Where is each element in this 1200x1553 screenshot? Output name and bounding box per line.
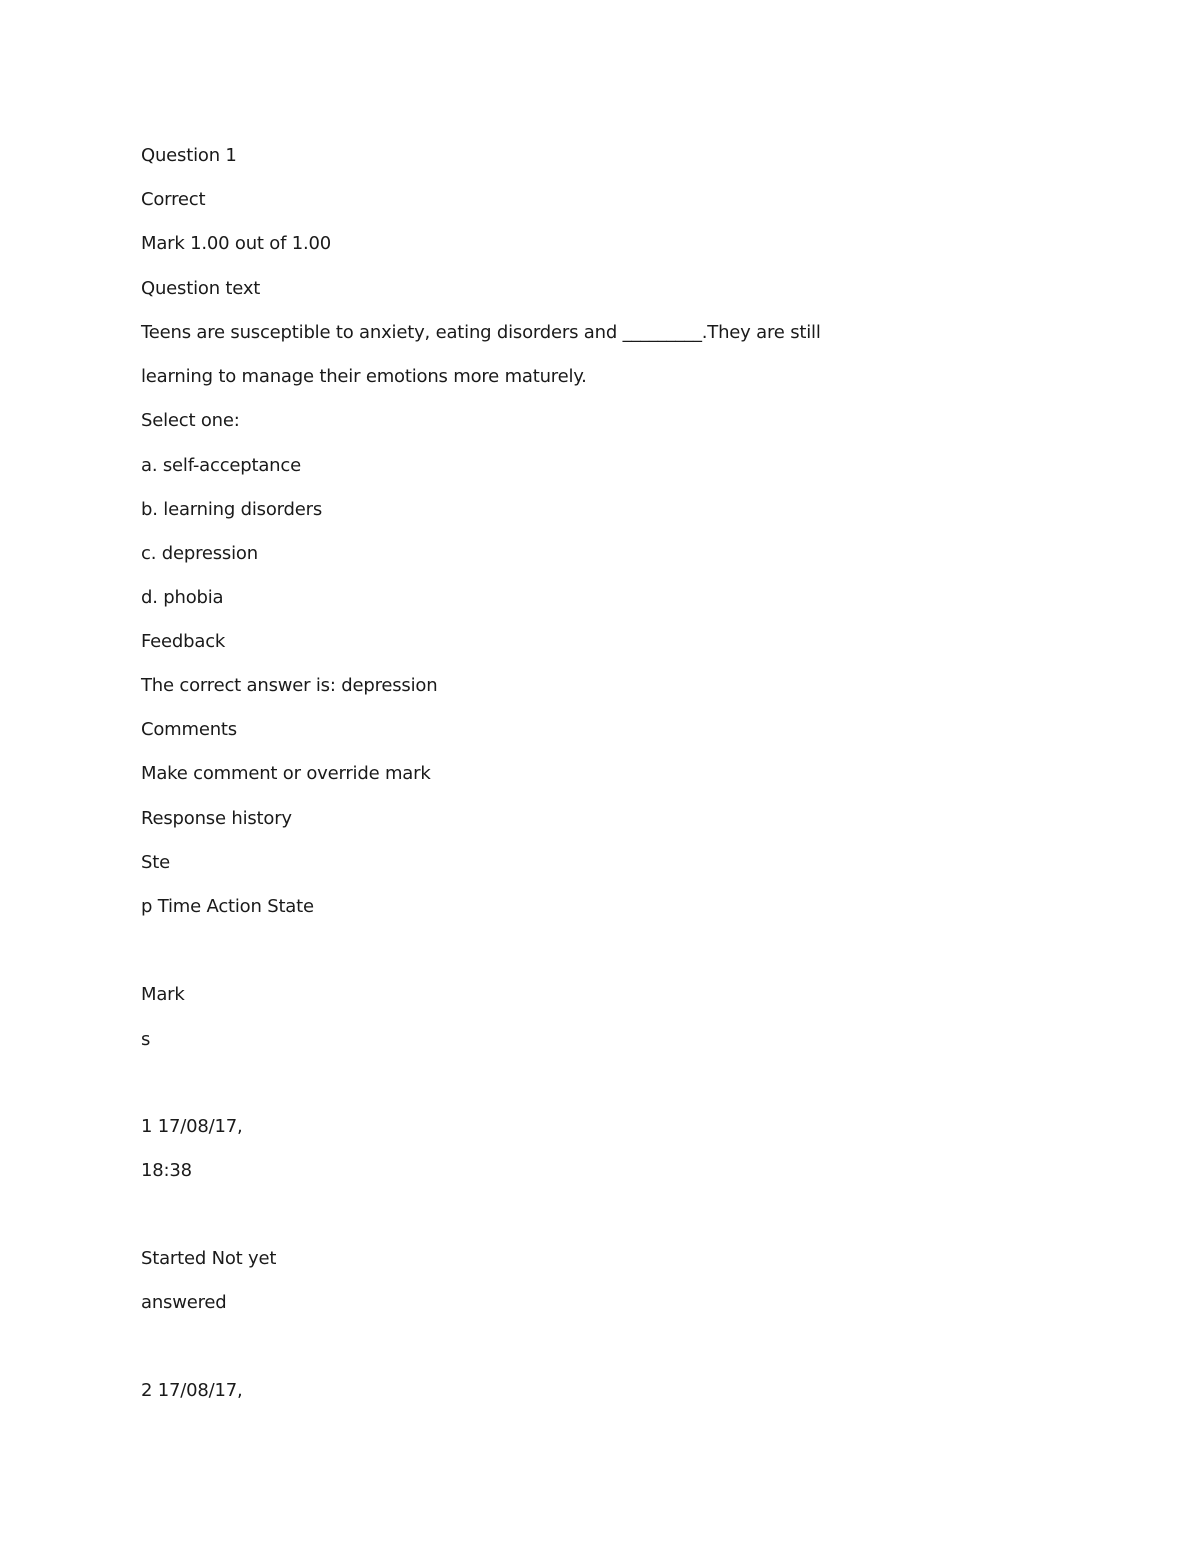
comments-label: Comments: [141, 719, 237, 740]
question-heading: Question 1: [141, 145, 237, 166]
history-header-line-1: Ste: [141, 852, 170, 873]
feedback-text: The correct answer is: depression: [141, 675, 438, 696]
make-comment-link[interactable]: Make comment or override mark: [141, 763, 431, 784]
option-d[interactable]: d. phobia: [141, 587, 224, 608]
history-row-1-step-date: 1 17/08/17,: [141, 1116, 243, 1137]
history-marks-line-1: Mark: [141, 984, 185, 1005]
feedback-label: Feedback: [141, 631, 226, 652]
response-history-label: Response history: [141, 808, 292, 829]
history-row-1-state-cont: answered: [141, 1292, 227, 1313]
question-text-line-1: Teens are susceptible to anxiety, eating disorders and _________.They are still: [141, 322, 821, 343]
question-mark: Mark 1.00 out of 1.00: [141, 233, 332, 254]
history-row-1-time: 18:38: [141, 1160, 192, 1181]
history-row-1-action-state: Started Not yet: [141, 1248, 277, 1269]
question-status: Correct: [141, 189, 206, 210]
history-row-2-step-date: 2 17/08/17,: [141, 1380, 243, 1401]
option-a[interactable]: a. self-acceptance: [141, 455, 301, 476]
select-one-prompt: Select one:: [141, 410, 240, 431]
history-marks-line-2: s: [141, 1029, 151, 1050]
option-c[interactable]: c. depression: [141, 543, 258, 564]
option-b[interactable]: b. learning disorders: [141, 499, 323, 520]
history-header-line-2: p Time Action State: [141, 896, 314, 917]
question-text-label: Question text: [141, 278, 261, 299]
question-text-line-2: learning to manage their emotions more maturely.: [141, 366, 587, 387]
